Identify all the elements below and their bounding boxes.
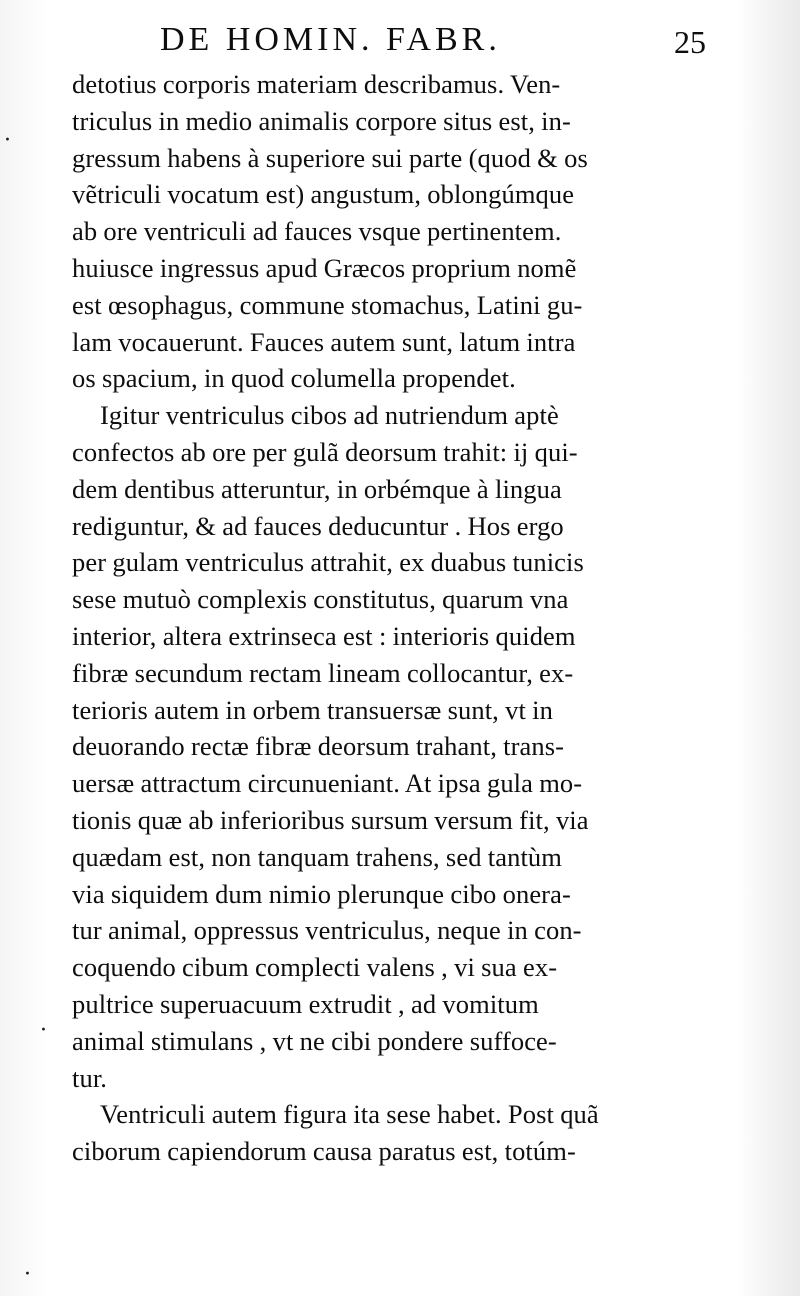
text-line: via siquidem dum nimio plerunque cibo onera- (72, 878, 571, 909)
paragraph-1 (72, 66, 686, 397)
text-line: lam vocauerunt. Fauces autem sunt, latum intra (72, 326, 576, 357)
paragraph-2 (72, 397, 686, 1096)
text-line: uersæ attractum circunueniant. At ipsa gula mo- (72, 768, 583, 799)
text-line: detotius corporis materiam describamus. Ven- (72, 69, 561, 99)
ink-speck: · (40, 1018, 47, 1043)
text-line: tur animal, oppressus ventriculus, neque in con- (72, 915, 582, 946)
text-line: fibræ secundum rectam lineam collocantur, ex- (72, 657, 574, 688)
text-line: ab ore ventriculi ad fauces vsque pertinentem. (72, 216, 562, 247)
text-line: deuorando rectæ fibræ deorsum trahant, trans- (72, 731, 565, 762)
text-line: terioris autem in orbem transuersæ sunt, vt in (72, 694, 553, 725)
body-text (72, 66, 686, 1170)
text-line: tionis quæ ab inferioribus sursum versum fit, via (72, 804, 589, 835)
text-line: confectos ab ore per gulã deorsum trahit: ij qui- (72, 436, 578, 467)
text-line: est œsophagus, commune stomachus, Latini gu- (72, 289, 583, 320)
text-line: sese mutuò complexis constitutus, quarum vna (72, 584, 569, 615)
text-line: triculus in medio animalis corpore situs est, in- (72, 105, 571, 136)
text-line: interior, altera extrinseca est : interioris quidem (72, 620, 576, 651)
text-line: Ventriculi autem figura ita sese habet. Post quã (100, 1099, 599, 1130)
ink-speck: · (24, 1262, 31, 1287)
text-line: ciborum capiendorum causa paratus est, totúm- (72, 1136, 576, 1167)
ink-speck: · (4, 128, 11, 153)
text-line: coquendo cibum complecti valens , vi sua ex- (72, 952, 558, 983)
text-line: vẽtriculi vocatum est) angustum, oblongúmque (72, 179, 575, 210)
text-line: animal stimulans , vt ne cibi pondere suffoce- (72, 1025, 557, 1056)
page-number: 25 (674, 24, 706, 60)
text-line: pultrice superuacuum extrudit , ad vomitum (72, 988, 539, 1019)
text-line: os spacium, in quod columella propendet. (72, 363, 516, 394)
running-title: DE HOMIN. FABR. (160, 21, 501, 58)
text-line: tur. (72, 1062, 108, 1093)
text-line: per gulam ventriculus attrahit, ex duabus tunicis (72, 547, 584, 578)
text-line: huiusce ingressus apud Græcos proprium nomẽ (72, 252, 577, 283)
text-line: gressum habens à superiore sui parte (quod & os (72, 142, 588, 173)
paragraph-3 (72, 1096, 686, 1170)
text-line: quædam est, non tanquam trahens, sed tantùm (72, 841, 562, 872)
text-line: dem dentibus atteruntur, in orbémque à lingua (72, 473, 562, 504)
text-line: rediguntur, & ad fauces deducuntur . Hos ergo (72, 510, 564, 541)
page-header (160, 18, 706, 62)
text-line: Igitur ventriculus cibos ad nutriendum aptè (100, 400, 559, 431)
